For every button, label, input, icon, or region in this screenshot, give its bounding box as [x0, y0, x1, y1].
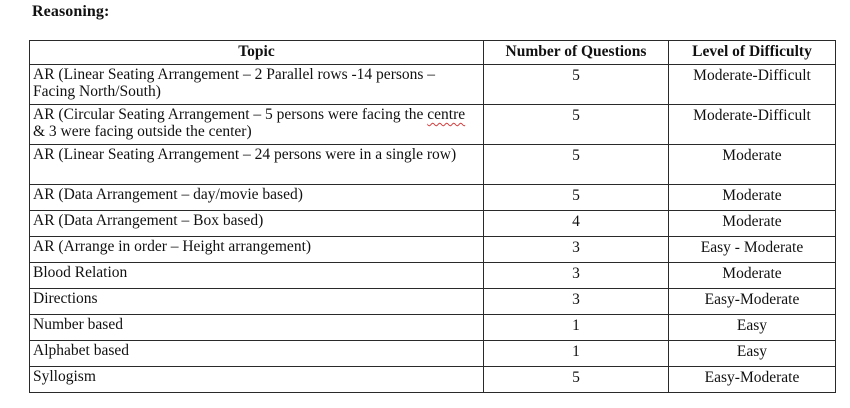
difficulty-cell: Easy - Moderate	[669, 237, 836, 263]
table-row	[30, 105, 836, 145]
topic-text-part: & 3 were facing outside the center)	[33, 123, 252, 140]
difficulty-cell: Easy	[669, 315, 836, 341]
questions-cell: 3	[484, 263, 669, 289]
questions-cell: 5	[484, 145, 669, 185]
spellcheck-underlined-word: centre	[427, 106, 466, 123]
difficulty-cell: Moderate	[669, 263, 836, 289]
difficulty-cell: Moderate	[669, 185, 836, 211]
column-header-number-of-questions: Number of Questions	[484, 41, 669, 65]
questions-cell: 1	[484, 341, 669, 367]
table-row	[30, 237, 836, 263]
difficulty-cell: Moderate-Difficult	[669, 65, 836, 105]
topic-cell: AR (Linear Seating Arrangement – 24 persons were in a single row)	[30, 145, 484, 185]
column-header-topic: Topic	[30, 41, 484, 65]
table-row	[30, 211, 836, 237]
topic-cell	[30, 105, 484, 145]
questions-cell: 3	[484, 237, 669, 263]
difficulty-cell: Moderate	[669, 211, 836, 237]
questions-cell: 5	[484, 185, 669, 211]
difficulty-cell: Easy-Moderate	[669, 367, 836, 393]
difficulty-cell: Easy	[669, 341, 836, 367]
topic-cell: AR (Data Arrangement – Box based)	[30, 211, 484, 237]
questions-cell: 5	[484, 367, 669, 393]
table-header-row	[30, 41, 836, 65]
section-heading: Reasoning:	[32, 3, 110, 20]
topic-cell: Blood Relation	[30, 263, 484, 289]
table-row	[30, 315, 836, 341]
table-row	[30, 185, 836, 211]
questions-cell: 5	[484, 65, 669, 105]
difficulty-cell: Moderate	[669, 145, 836, 185]
questions-cell: 4	[484, 211, 669, 237]
questions-cell: 3	[484, 289, 669, 315]
column-header-level-of-difficulty: Level of Difficulty	[669, 41, 836, 65]
topic-cell: AR (Linear Seating Arrangement – 2 Parallel rows -14 persons – Facing North/South)	[30, 65, 484, 105]
table-row	[30, 65, 836, 105]
topic-cell: Directions	[30, 289, 484, 315]
topic-text-part: AR (Circular Seating Arrangement – 5 persons were facing the	[33, 106, 428, 123]
reasoning-table	[29, 40, 836, 393]
topic-cell: AR (Arrange in order – Height arrangement)	[30, 237, 484, 263]
topic-cell: AR (Data Arrangement – day/movie based)	[30, 185, 484, 211]
table-row	[30, 367, 836, 393]
topic-cell: Syllogism	[30, 367, 484, 393]
difficulty-cell: Easy-Moderate	[669, 289, 836, 315]
table-row	[30, 289, 836, 315]
table-row	[30, 145, 836, 185]
table-row	[30, 341, 836, 367]
table-row	[30, 263, 836, 289]
difficulty-cell: Moderate-Difficult	[669, 105, 836, 145]
topic-cell: Alphabet based	[30, 341, 484, 367]
questions-cell: 5	[484, 105, 669, 145]
questions-cell: 1	[484, 315, 669, 341]
topic-cell: Number based	[30, 315, 484, 341]
